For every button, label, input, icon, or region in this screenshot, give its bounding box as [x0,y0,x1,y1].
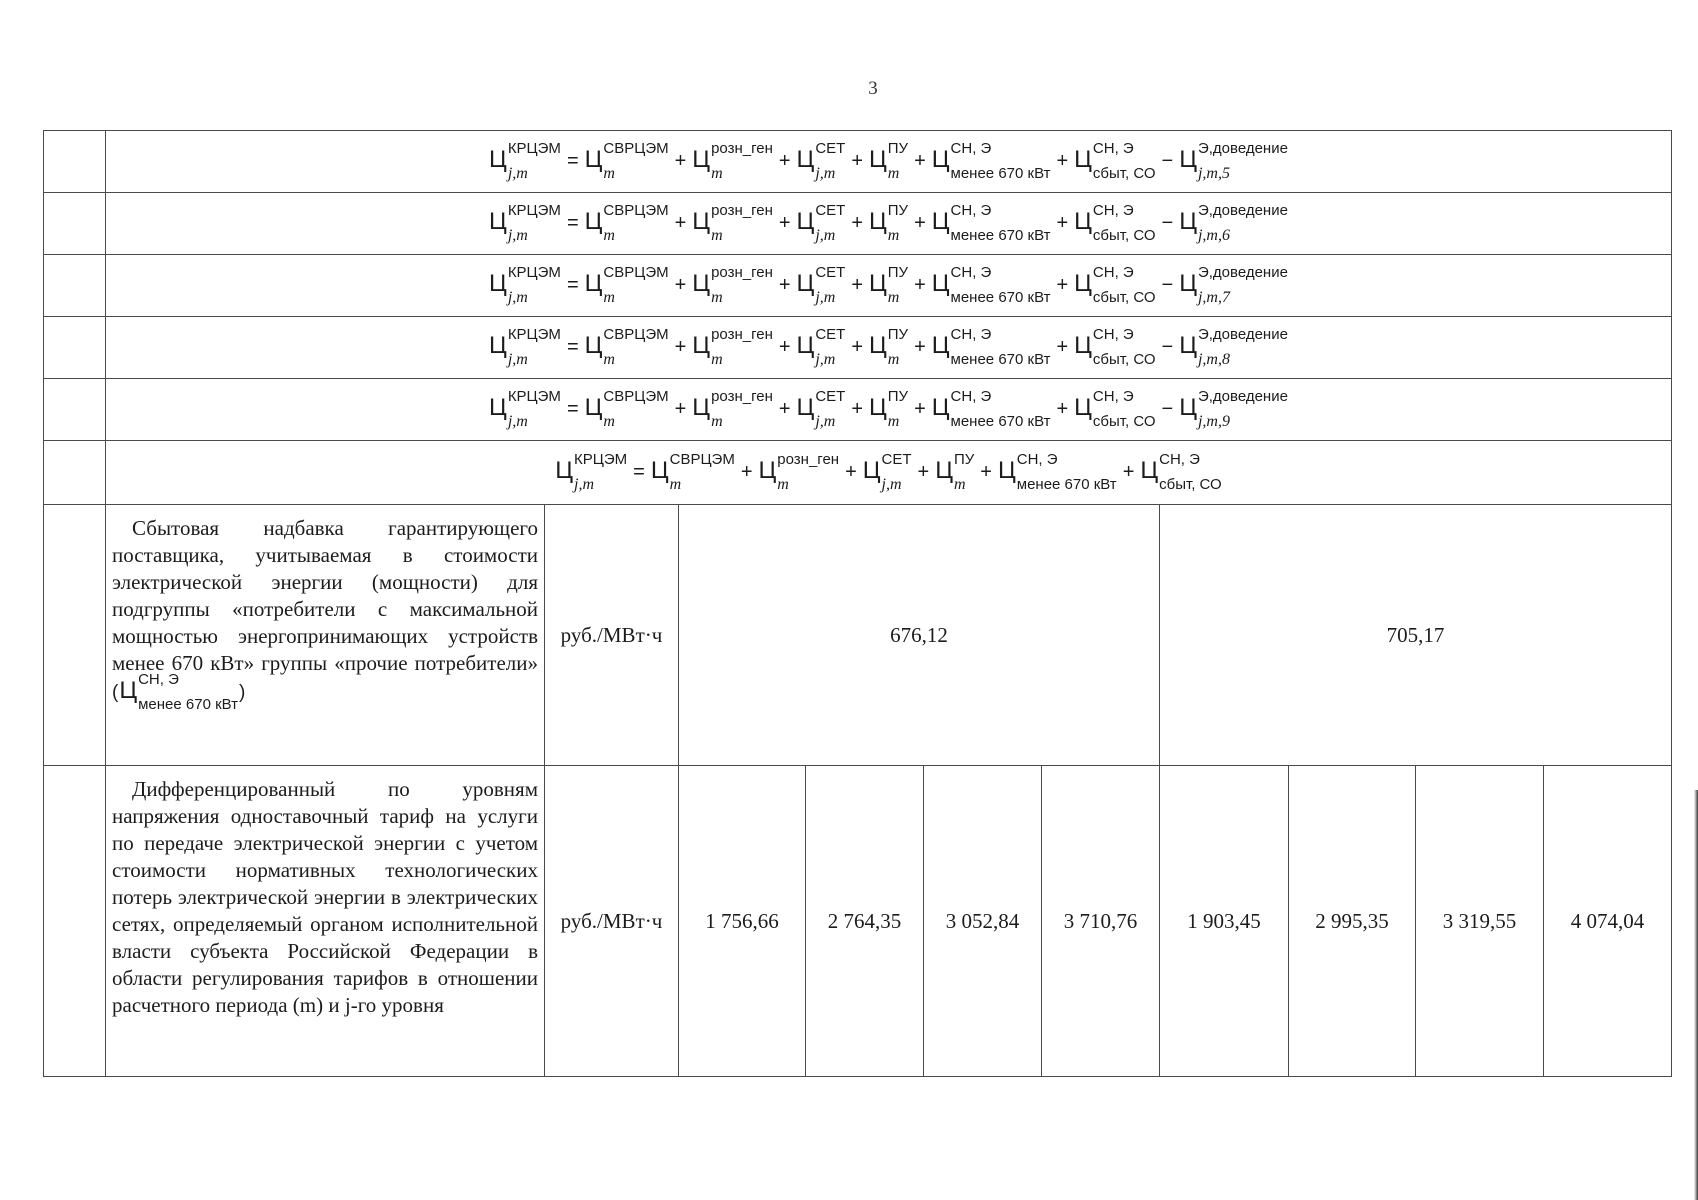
formula-operator: + [1056,274,1069,297]
formula-operator: + [674,150,687,173]
formula [488,201,1289,244]
formula-rows [44,131,1672,505]
formula-term: Ц ПУ m [869,201,909,244]
formula-term: Ц розн_ген m [692,139,773,182]
formula-operator: + [778,274,791,297]
formula-operator: = [633,461,645,484]
formula-term: Ц КРЦЭМ j,m [489,263,561,306]
scan-edge-shadow [1694,790,1698,1200]
formula-term: Ц СН, Э менее 670 кВт [931,263,1051,306]
formula-term: Ц СВРЦЭМ m [584,325,669,368]
formula-term: Ц Э,доведение j,m,8 [1179,325,1288,368]
formula-operator: + [778,212,791,235]
tariff-unit: руб./МВт·ч [545,766,679,1077]
data-rows [44,505,1672,1077]
markup-description-text: Сбытовая надбавка гарантирующего поставщика, учитываемая в стоимости электрической энергии (мощности) для подгруппы «потребители с максимальной мощностью энергопринимающих устройств менее 670 кВт» группы «прочие потребители» [112,516,538,675]
formula-term: Ц ПУ m [935,450,975,493]
formula-term: Ц розн_ген m [692,325,773,368]
formula-term: Ц КРЦЭМ j,m [489,387,561,430]
formula-term: Ц СН, Э сбыт, СО [1074,387,1156,430]
formula-operator: + [914,398,926,421]
formula-term: Ц ПУ m [869,263,909,306]
formula-term: Ц СВРЦЭМ m [584,263,669,306]
formula-row [44,131,1672,193]
tariff-value: 2 764,35 [806,766,924,1077]
formula-term: Ц СВРЦЭМ m [584,139,669,182]
formula-operator: + [851,212,863,235]
tariff-value: 1 756,66 [679,766,806,1077]
formula-operator: + [917,461,930,484]
formula-row [44,379,1672,441]
formula-term: Ц КРЦЭМ j,m [489,325,561,368]
tariff-value: 3 710,76 [1042,766,1160,1077]
formula-term: Ц Э,доведение j,m,6 [1179,201,1288,244]
table-row-markup [44,505,1672,766]
left-margin-cell [44,131,106,193]
formula-term: Ц СВРЦЭМ m [650,450,735,493]
formula-term: Ц СЕТ j,m [796,325,846,368]
formula-operator: + [778,336,791,359]
left-margin-cell [44,193,106,255]
formula-term: Ц КРЦЭМ j,m [489,201,561,244]
formula-operator: = [566,398,579,421]
formula-term: Ц СВРЦЭМ m [584,387,669,430]
formula [488,325,1289,368]
formula-operator: + [851,150,863,173]
formula-term: Ц розн_ген m [758,450,840,493]
formula-term: Ц СН, Э менее 670 кВт [931,139,1051,182]
formula-term: Ц СН, Э менее 670 кВт [931,201,1051,244]
formula-term: Ц ПУ m [869,325,909,368]
formula-operator: + [980,461,992,484]
formula-term: Ц СН, Э сбыт, СО [1074,263,1156,306]
formula [488,387,1289,430]
formula-operator: − [1161,398,1174,421]
formula [488,139,1289,182]
left-margin-cell [44,766,106,1077]
formula-operator: + [674,398,687,421]
formula-operator: = [566,212,579,235]
formula-term: Ц СН, Э сбыт, СО [1074,325,1156,368]
markup-description [106,505,545,766]
formula-operator: − [1161,336,1174,359]
formula-operator: + [845,461,857,484]
formula-cell [106,193,1672,255]
formula-term: Ц СН, Э менее 670 кВт [997,450,1117,493]
tariff-value: 1 903,45 [1160,766,1289,1077]
tariff-value: 4 074,04 [1544,766,1672,1077]
formula-operator: + [914,274,926,297]
formula-term: Ц СЕТ j,m [796,139,846,182]
formula-operator: + [1056,212,1069,235]
formula-term: Ц СН, Э менее 670 кВт [931,387,1051,430]
formula-operator: + [851,398,863,421]
formula-operator: + [740,461,753,484]
formula-term: Ц розн_ген m [692,263,773,306]
formula-row [44,441,1672,505]
markup-symbol: (Ц СН, Э менее 670 кВт ) [112,670,246,713]
formula-operator: − [1161,212,1174,235]
formula-term: Ц СЕТ j,m [796,201,846,244]
formula-operator: + [674,336,687,359]
formula-term: Ц Э,доведение j,m,9 [1179,387,1288,430]
left-margin-cell [44,441,106,505]
formula-cell [106,317,1672,379]
formula-term: Ц СВРЦЭМ m [584,201,669,244]
formula-row [44,193,1672,255]
formula-term: Ц розн_ген m [692,387,773,430]
formula-term: Ц ПУ m [869,139,909,182]
formula-operator: − [1161,150,1174,173]
formula-term: Ц ПУ m [869,387,909,430]
formula-row [44,317,1672,379]
formula-operator: + [1122,461,1135,484]
formula-cell [106,255,1672,317]
left-margin-cell [44,317,106,379]
left-margin-cell [44,255,106,317]
formula-term: Ц КРЦЭМ j,m [555,450,628,493]
formula [488,263,1289,306]
formula-term: Ц СН, Э сбыт, СО [1074,139,1156,182]
formula-operator: + [914,150,926,173]
formula-operator: + [851,336,863,359]
tariff-description: Дифференцированный по уровням напряжения одноставочный тариф на услуги по передаче электрической энергии с учетом стоимости нормативных технологических потерь электрической энергии в электрических сетях, определяемый органом исполнительной власти субъекта Российской Федерации в области регулирования тарифов в отношении расчетного периода (m) и j-го уровня [106,766,545,1077]
formula-term: Ц СЕТ j,m [796,387,846,430]
formula-operator: + [851,274,863,297]
formula-term: Ц СН, Э сбыт, СО [1140,450,1222,493]
formula-operator: + [914,336,926,359]
formula-operator: = [566,150,579,173]
formula-operator: + [778,398,791,421]
formula-cell [106,441,1672,505]
formula-operator: + [778,150,791,173]
tariff-value: 2 995,35 [1289,766,1416,1077]
table-row-tariff [44,766,1672,1077]
formula-cell [106,379,1672,441]
formula-operator: = [566,274,579,297]
formula-term: Ц КРЦЭМ j,m [489,139,561,182]
formula-operator: + [1056,336,1069,359]
formula-term: Ц СЕТ j,m [796,263,846,306]
formula-term: Ц СЕТ j,m [862,450,912,493]
markup-value-period-2: 705,17 [1160,505,1672,766]
left-margin-cell [44,505,106,766]
formula-term: Ц Э,доведение j,m,5 [1179,139,1288,182]
formula [554,450,1222,493]
formula-operator: + [674,212,687,235]
formula-term: Ц розн_ген m [692,201,773,244]
markup-unit: руб./МВт·ч [545,505,679,766]
tariff-value: 3 319,55 [1416,766,1544,1077]
formula-row [44,255,1672,317]
formula-cell [106,131,1672,193]
formula-term: Ц СН, Э менее 670 кВт [931,325,1051,368]
left-margin-cell [44,379,106,441]
formula-operator: = [566,336,579,359]
formula-term: Ц СН, Э сбыт, СО [1074,201,1156,244]
formula-operator: + [1056,398,1069,421]
formula-operator: + [674,274,687,297]
formula-operator: − [1161,274,1174,297]
formula-term: Ц Э,доведение j,m,7 [1179,263,1288,306]
formula-operator: + [914,212,926,235]
tariff-table [43,130,1672,1077]
page-number: 3 [868,78,878,99]
tariff-value: 3 052,84 [924,766,1042,1077]
formula-operator: + [1056,150,1069,173]
markup-value-period-1: 676,12 [679,505,1160,766]
